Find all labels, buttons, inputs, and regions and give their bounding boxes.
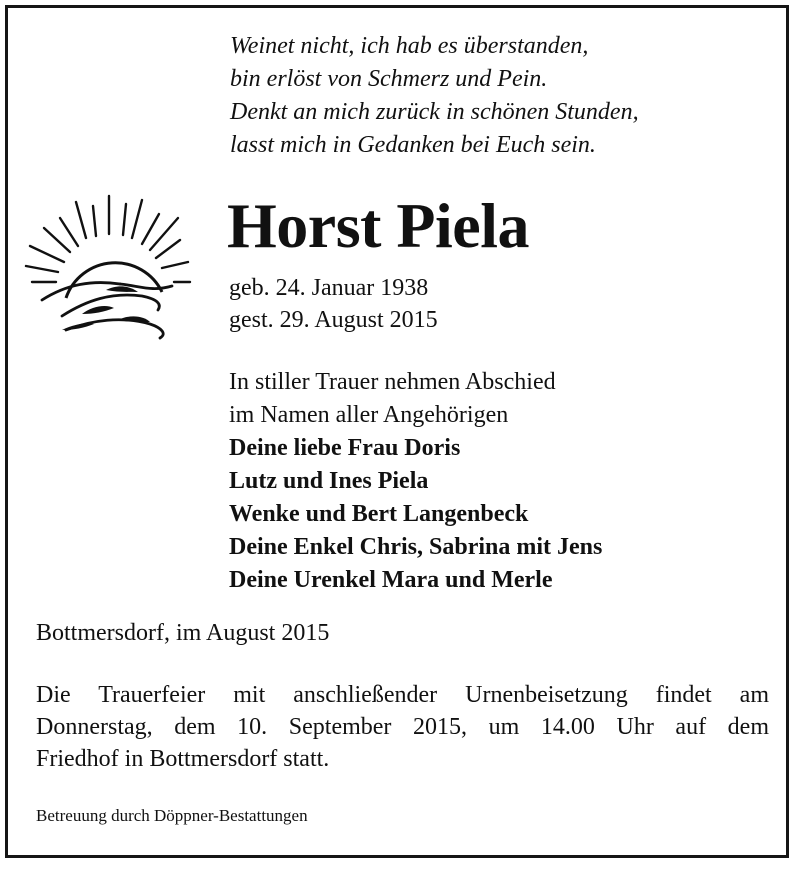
mourners-intro-line: im Namen aller Angehörigen bbox=[229, 402, 509, 428]
ceremony-line: Donnerstag, dem 10. September 2015, um 14.00 Uhr auf dem bbox=[36, 714, 769, 740]
ceremony-info bbox=[36, 679, 769, 775]
ceremony-line: Die Trauerfeier mit anschließender Urnenbeisetzung findet am bbox=[36, 682, 769, 708]
ceremony-line: Friedhof in Bottmersdorf statt. bbox=[36, 746, 330, 772]
mourner-name: Lutz und Ines Piela bbox=[229, 468, 429, 494]
birth-date: geb. 24. Januar 1938 bbox=[229, 275, 429, 301]
mourner-name: Wenke und Bert Langenbeck bbox=[229, 501, 529, 527]
deceased-name: Horst Piela bbox=[227, 190, 529, 261]
death-date: gest. 29. August 2015 bbox=[229, 307, 438, 333]
mourner-name: Deine liebe Frau Doris bbox=[229, 435, 461, 461]
mourner-name: Deine Enkel Chris, Sabrina mit Jens bbox=[229, 534, 603, 560]
mourners-block bbox=[229, 366, 602, 597]
poem bbox=[230, 30, 639, 162]
sunset-over-hills-icon bbox=[22, 188, 197, 353]
poem-line: lasst mich in Gedanken bei Euch sein. bbox=[230, 132, 596, 158]
poem-line: Weinet nicht, ich hab es überstanden, bbox=[230, 33, 589, 59]
mourner-name: Deine Urenkel Mara und Merle bbox=[229, 567, 553, 593]
life-dates bbox=[229, 272, 438, 336]
mourners-intro-line: In stiller Trauer nehmen Abschied bbox=[229, 369, 556, 395]
poem-line: bin erlöst von Schmerz und Pein. bbox=[230, 66, 548, 92]
place-date: Bottmersdorf, im August 2015 bbox=[36, 620, 330, 646]
funeral-home-credit: Betreuung durch Döppner-Bestattungen bbox=[36, 806, 308, 825]
poem-line: Denkt an mich zurück in schönen Stunden, bbox=[230, 99, 639, 125]
